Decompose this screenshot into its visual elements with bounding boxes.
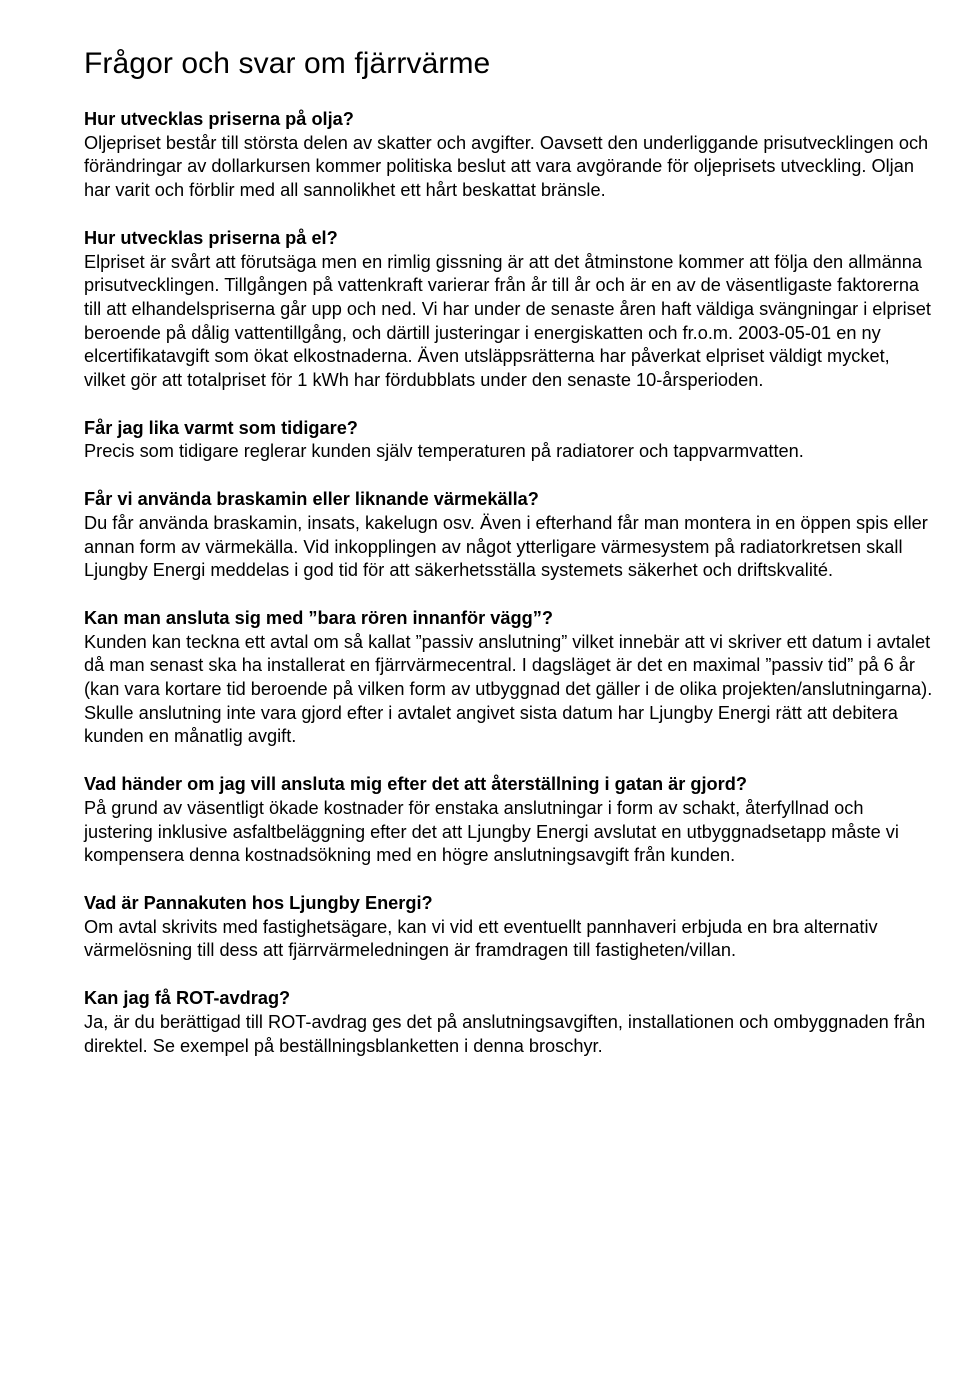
- question-heading: Får vi använda braskamin eller liknande värmekälla?: [84, 489, 539, 510]
- qa-section-passiv-anslutning: [84, 607, 934, 749]
- answer-paragraph: Om avtal skrivits med fastighetsägare, kan vi vid ett eventuellt pannhaveri erbjuda en bra alternativ värmelösning till dess att fjärrvärmeledningen är framdragen till fastigheten/villan.: [84, 916, 878, 961]
- qa-section-olja: [84, 108, 934, 203]
- question-heading: Hur utvecklas priserna på olja?: [84, 109, 354, 129]
- answer-paragraph: Du får använda braskamin, insats, kakelugn osv. Även i efterhand får man montera in en öppen spis eller annan form av värmekälla. Vid inkopplingen av något ytterligare värmesystem på radiatorkretsen skall Ljungby Energi meddelas i god tid för att säkerhetsställa systemets säkerhet och driftskvalité.: [84, 512, 928, 581]
- question-heading: Hur utvecklas priserna på el?: [84, 227, 338, 248]
- answer-paragraph: Ja, är du berättigad till ROT-avdrag ges det på anslutningsavgiften, installationen och ombyggnaden från direktel. Se exempel på beställningsblanketten i denna broschyr.: [84, 1011, 926, 1056]
- answer-paragraph: Precis som tidigare reglerar kunden själv temperaturen på radiatorer och tappvarmvatten.: [84, 441, 804, 462]
- answer-paragraph: På grund av väsentligt ökade kostnader för enstaka anslutningar i form av schakt, återfyllnad och justering inklusive asfaltbeläggning efter det att Ljungby Energi avslutat en utbyggnadsetapp måste vi kompensera denna kostnadsökning med en högre anslutningsavgift från kunden.: [84, 797, 899, 866]
- answer-paragraph: Kunden kan teckna ett avtal om så kallat ”passiv anslutning” vilket innebär att vi skriver ett datum i avtalet då man senast ska ha installerat en fjärrvärmecentral. I dagsläget är det en maximal ”passiv tid” på 6 år (kan vara kortare tid beroende på vilken form av utbyggnad det gäller i de olika projekten/anslutningarna).: [84, 631, 933, 700]
- qa-section-varmt: [84, 417, 934, 464]
- question-heading: Kan man ansluta sig med ”bara rören innanför vägg”?: [84, 607, 553, 628]
- question-heading: Vad är Pannakuten hos Ljungby Energi?: [84, 892, 433, 913]
- qa-section-pannakuten: [84, 892, 934, 963]
- qa-section-aterstallning: [84, 773, 934, 868]
- qa-section-braskamin: [84, 488, 934, 583]
- question-heading: Får jag lika varmt som tidigare?: [84, 417, 358, 438]
- question-heading: Kan jag få ROT-avdrag?: [84, 988, 291, 1009]
- answer-paragraph: Skulle anslutning inte vara gjord efter i avtalet angivet sista datum har Ljungby Energi rätt att debitera kunden en månatlig avgift.: [84, 702, 898, 747]
- page-title: Frågor och svar om fjärrvärme: [84, 47, 491, 80]
- qa-section-rot-avdrag: [84, 987, 934, 1058]
- question-heading: Vad händer om jag vill ansluta mig efter det att återställning i gatan är gjord?: [84, 774, 747, 795]
- answer-paragraph: Elpriset är svårt att förutsäga men en rimlig gissning är att det åtminstone kommer att följa den allmänna prisutvecklingen. Tillgången på vattenkraft varierar från år till år och är en av de väsentligaste faktorerna till att elhandelspriserna går upp och ned. Vi har under de senaste åren haft väldiga svängningar i elpriset beroende på dålig vattentillgång, och därtill justeringar i energiskatten och fr.o.m. 2003-05-01 en ny elcertifikatavgift som ökat elkostnaderna. Även utsläppsrätterna har påverkat elpriset väldigt mycket, vilket gör att totalpriset för 1 kWh har fördubblats under den senaste 10-årsperioden.: [84, 251, 931, 391]
- qa-section-el: [84, 227, 934, 393]
- document-page: [84, 44, 934, 1082]
- answer-paragraph: Oljepriset består till största delen av skatter och avgifter. Oavsett den underliggande prisutvecklingen och förändringar av dollarkursen kommer politiska beslut att vara avgörande för oljeprisets utveckling. Oljan har varit och förblir med all sannolikhet ett hårt beskattat bränsle.: [84, 132, 929, 201]
